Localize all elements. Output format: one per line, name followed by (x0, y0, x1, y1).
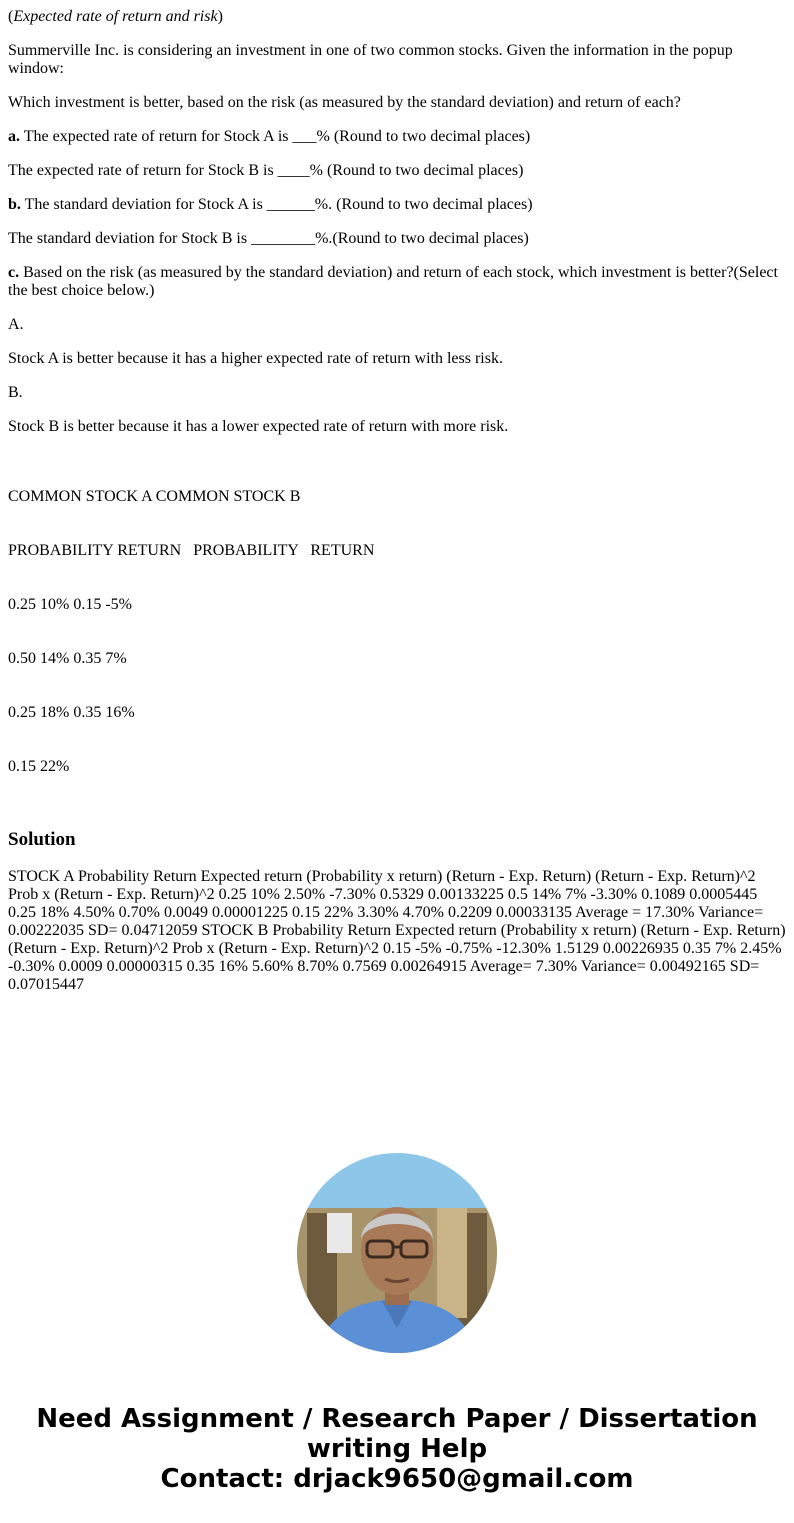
footer-contact: Contact: drjack9650@gmail.com (160, 1464, 634, 1494)
question-title-italic: Expected rate of return and risk (13, 8, 218, 25)
solution-heading: Solution (8, 829, 76, 850)
author-avatar (297, 1153, 497, 1353)
table-line: 0.50 14% 0.35 7% (8, 650, 127, 667)
option-a-text: Stock A is better because it has a higher expected rate of return with less risk. (8, 350, 503, 367)
part-a-stock-b: The expected rate of return for Stock B is ____% (Round to two decimal places) (8, 162, 524, 179)
table-line: 0.15 22% (8, 758, 70, 775)
table-line: COMMON STOCK A COMMON STOCK B (8, 488, 301, 505)
author-photo (297, 1153, 497, 1353)
footer-banner (0, 1404, 794, 1494)
part-b-stock-b: The standard deviation for Stock B is ________%.(Round to two decimal places) (8, 230, 529, 247)
table-line: 0.25 10% 0.15 -5% (8, 596, 132, 613)
question-prompt: Which investment is better, based on the risk (as measured by the standard deviation) and return of each? (8, 94, 681, 111)
option-b-text: Stock B is better because it has a lower expected rate of return with more risk. (8, 418, 509, 435)
footer-line-1: Need Assignment / Research Paper / Dissertation (36, 1404, 758, 1434)
option-b-letter: B. (8, 384, 23, 401)
part-a: a. The expected rate of return for Stock A is ___% (Round to two decimal places) (8, 128, 531, 145)
question-intro: Summerville Inc. is considering an investment in one of two common stocks. Given the information in the popup window: (8, 42, 733, 77)
table-line: 0.25 18% 0.35 16% (8, 704, 135, 721)
part-c-label: c. (8, 264, 20, 281)
table-line: PROBABILITY RETURN PROBABILITY RETURN (8, 542, 375, 559)
stock-data-table (8, 452, 786, 812)
solution-text: STOCK A Probability Return Expected return (Probability x return) (Return - Exp. Return) (Return - Exp. Return)^2 Prob x (Return - Exp. Return)^2 0.25 10% 2.50% -7.30% 0.5329 0.00133225 0.5 14% 7% -3.30% 0.1089 0.0005445 0.25 18% 4.50% 0.70% 0.0049 0.00001225 0.15 22% 3.30% 4.70% 0.2209 0.00033135 Average = 17.30% Variance= 0.00222035 SD= 0.04712059 STOCK B Probability Return Expected return (Probability x return) (Return - Exp. Return) (Return - Exp. Return)^2 Prob x (Return - Exp. Return)^2 0.15 -5% -0.75% -12.30% 1.5129 0.00226935 0.35 7% 2.45% -0.30% 0.0009 0.00000315 0.35 16% 5.60% 8.70% 0.7569 0.00264915 Average= 7.30% Variance= 0.00492165 SD= 0.07015447 (8, 868, 786, 993)
option-a-letter: A. (8, 316, 24, 333)
part-b: b. The standard deviation for Stock A is ______%. (Round to two decimal places) (8, 196, 533, 213)
part-a-label: a. (8, 128, 20, 145)
part-c: c. Based on the risk (as measured by the standard deviation) and return of each stock, which investment is better?(Select the best choice below.) (8, 264, 778, 299)
question-title: (Expected rate of return and risk) (8, 8, 223, 25)
footer-line-2: writing Help (306, 1434, 488, 1464)
part-b-label: b. (8, 196, 21, 213)
